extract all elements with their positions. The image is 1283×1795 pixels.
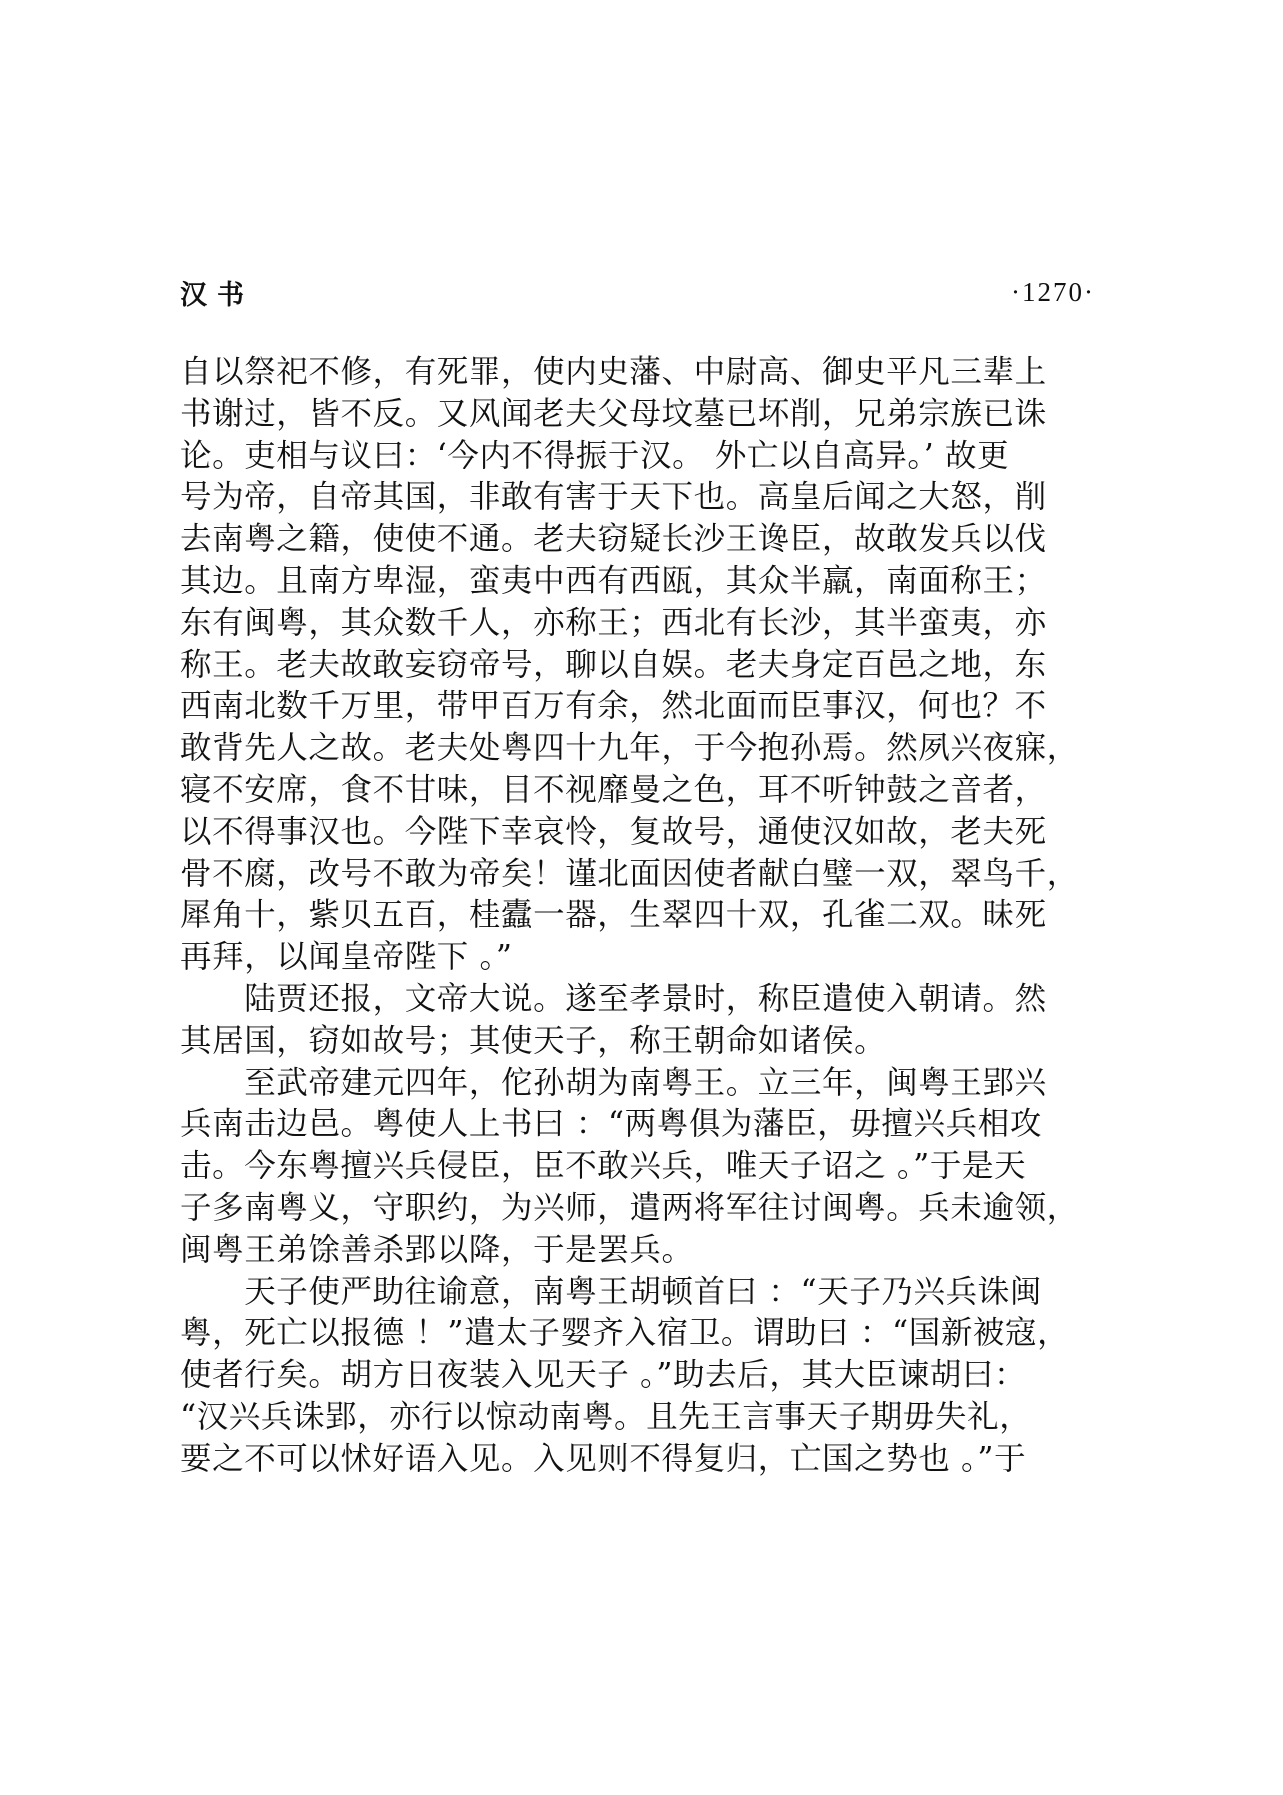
- text-line: 闽粤王弟馀善杀郢以降，于是罢兵。: [180, 1231, 694, 1268]
- text-line: 犀角十，紫贝五百，桂蠹一器，生翠四十双，孔雀二双。昧死: [180, 897, 1047, 934]
- text-line: 子多南粤义，守职约，为兴师，遣两将军往讨闽粤。兵未逾领，: [180, 1189, 1079, 1226]
- text-line: 自以祭祀不修，有死罪，使内史藩、中尉高、御史平凡三辈上: [180, 354, 1047, 390]
- text-line: 去南粤之籍，使使不通。老夫窃疑长沙王谗臣，故敢发兵以伐: [180, 521, 1047, 558]
- text-line: 骨不腐，改号不敢为帝矣！谨北面因使者献白璧一双，翠鸟千，: [180, 855, 1079, 892]
- text-line: 其居国，窃如故号；其使天子，称王朝命如诸侯。: [180, 1022, 887, 1059]
- text-line: 书谢过，皆不反。又风闻老夫父母坟墓已坏削，兄弟宗族已诛: [180, 395, 1047, 432]
- text-line: 使者行矣。胡方日夜装入见天子 。”助去后，其大臣谏胡曰：: [180, 1357, 1027, 1394]
- text-line: 至武帝建元四年，佗孙胡为南粤王。立三年，闽粤王郢兴: [180, 1064, 1047, 1101]
- text-line: 西南北数千万里，带甲百万有余，然北面而臣事汉，何也？不: [180, 688, 1047, 725]
- text-line: 其边。且南方卑湿，蛮夷中西有西瓯，其众半羸，南面称王；: [180, 562, 1047, 599]
- body-text: [180, 352, 1100, 1481]
- text-line: 寝不安席，食不甘味，目不视靡曼之色，耳不听钟鼓之音者，: [180, 771, 1047, 808]
- text-line: 东有闽粤，其众数千人，亦称王；西北有长沙，其半蛮夷，亦: [180, 604, 1047, 641]
- book-title: 汉书: [180, 279, 254, 311]
- text-line: 号为帝，自帝其国，非敢有害于天下也。高皇后闻之大怒，削: [180, 479, 1047, 516]
- text-line: 要之不可以怵好语入见。入见则不得复归，亡国之势也 。”于: [180, 1440, 1027, 1477]
- text-line: 再拜，以闻皇帝陛下 。”: [180, 939, 513, 976]
- text-line: 天子使严助往谕意，南粤王胡顿首曰 ：“天子乃兴兵诛闽: [180, 1273, 1042, 1310]
- text-line: 粤，死亡以报德 ！”遣太子婴齐入宿卫。谓助曰 ：“国新被寇，: [180, 1315, 1070, 1352]
- running-header: [180, 270, 1095, 314]
- text-line: 击。今东粤擅兴兵侵臣，臣不敢兴兵，唯天子诏之 。”于是天: [180, 1148, 1027, 1185]
- text-line: 敢背先人之故。老夫处粤四十九年，于今抱孙焉。然夙兴夜寐，: [180, 730, 1079, 767]
- text-line: 论。吏相与议曰：‘今内不得振于汉。 外亡以自高异。’ 故更: [180, 437, 1010, 474]
- text-line: 称王。老夫故敢妄窃帝号，聊以自娱。老夫身定百邑之地，东: [180, 646, 1047, 683]
- text-line: 陆贾还报，文帝大说。遂至孝景时，称臣遣使入朝请。然: [180, 980, 1047, 1017]
- text-line: 以不得事汉也。今陛下幸哀怜，复故号，通使汉如故，老夫死: [180, 813, 1047, 850]
- text-line: 兵南击边邑。粤使人上书曰 ：“两粤俱为藩臣，毋擅兴兵相攻: [180, 1106, 1042, 1143]
- text-line: “汉兴兵诛郢，亦行以惊动南粤。且先王言事天子期毋失礼，: [180, 1398, 1032, 1435]
- page-number: ·1270·: [1011, 276, 1095, 307]
